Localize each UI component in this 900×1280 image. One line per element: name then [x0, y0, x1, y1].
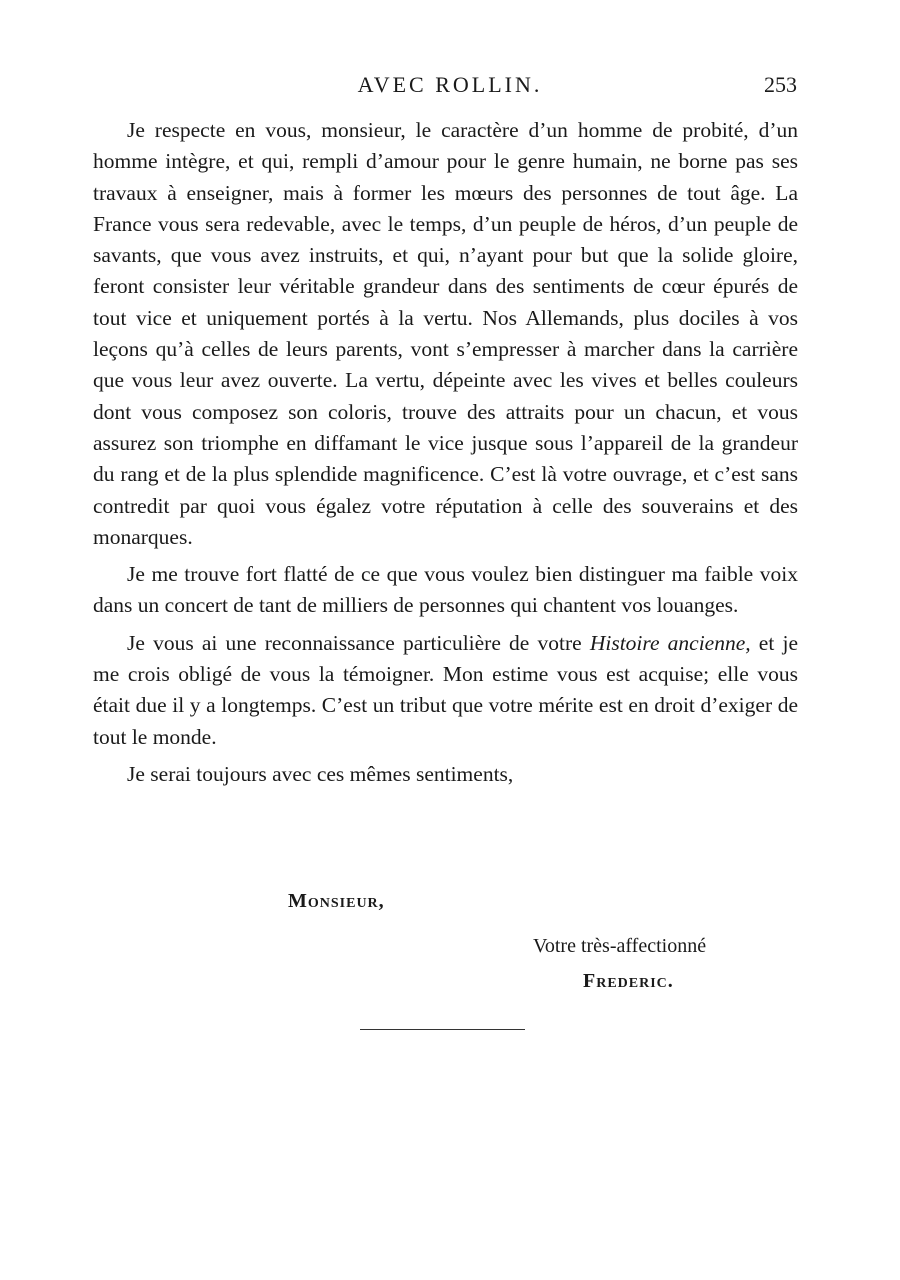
signoff: Votre très-affectionné [533, 935, 707, 957]
paragraph-1: Je respecte en vous, monsieur, le caractère d’un homme de probité, d’un homme intègre, et qui, rempli d’amour pour le genre humain, ne borne pas ses travaux à enseigner, mais à former les mœurs des personnes de tout âge. La France vous sera redevable, avec le temps, d’un peuple de héros, d’un peuple de savants, que vous avez instruits, et qui, n’ayant pour but que la solide gloire, feront consister leur véritable grandeur dans des sentiments de cœur épurés de tout vice et uniquement portés à la vertu. Nos Allemands, plus dociles à vos leçons qu’à celles de leurs parents, vont s’empresser à marcher dans la carrière que vous leur avez ouverte. La vertu, dépeinte avec les vives et belles couleurs dont vous composez son coloris, trouve des attraits pour un chacun, et vous assurez son triomphe en diffamant le vice jusque sous l’appareil de la grandeur du rang et de la plus splendide magnificence. C’est là votre ouvrage, et c’est sans contredit par quoi vous égalez votre réputation à celle des souverains et des monarques. [93, 118, 798, 549]
paragraph-3 [93, 628, 798, 753]
paragraph-2: Je me trouve fort flatté de ce que vous voulez bien distinguer ma faible voix dans un concert de tant de milliers de personnes qui chantent vos louanges. [93, 562, 798, 618]
page-number: 253 [764, 72, 797, 97]
running-title: AVEC ROLLIN. [357, 72, 543, 97]
salutation: Monsieur, [288, 890, 385, 912]
section-rule [360, 1029, 525, 1030]
signature: Frederic. [583, 970, 674, 992]
running-head [0, 72, 900, 104]
paragraph-3-rest: et je me crois obligé de vous la témoigner. Mon estime vous est acquise; elle vous était due il y a longtemps. C’est un tribut que votre mérite est en droit d’exiger de tout le monde. [93, 630, 798, 749]
letter-body [93, 115, 798, 796]
paragraph-4: Je serai toujours avec ces mêmes sentiments, [127, 761, 514, 786]
book-title-italic: Histoire ancienne, [589, 630, 751, 655]
paragraph-3-lead: Je vous ai une reconnaissance particulière de votre [127, 630, 590, 655]
